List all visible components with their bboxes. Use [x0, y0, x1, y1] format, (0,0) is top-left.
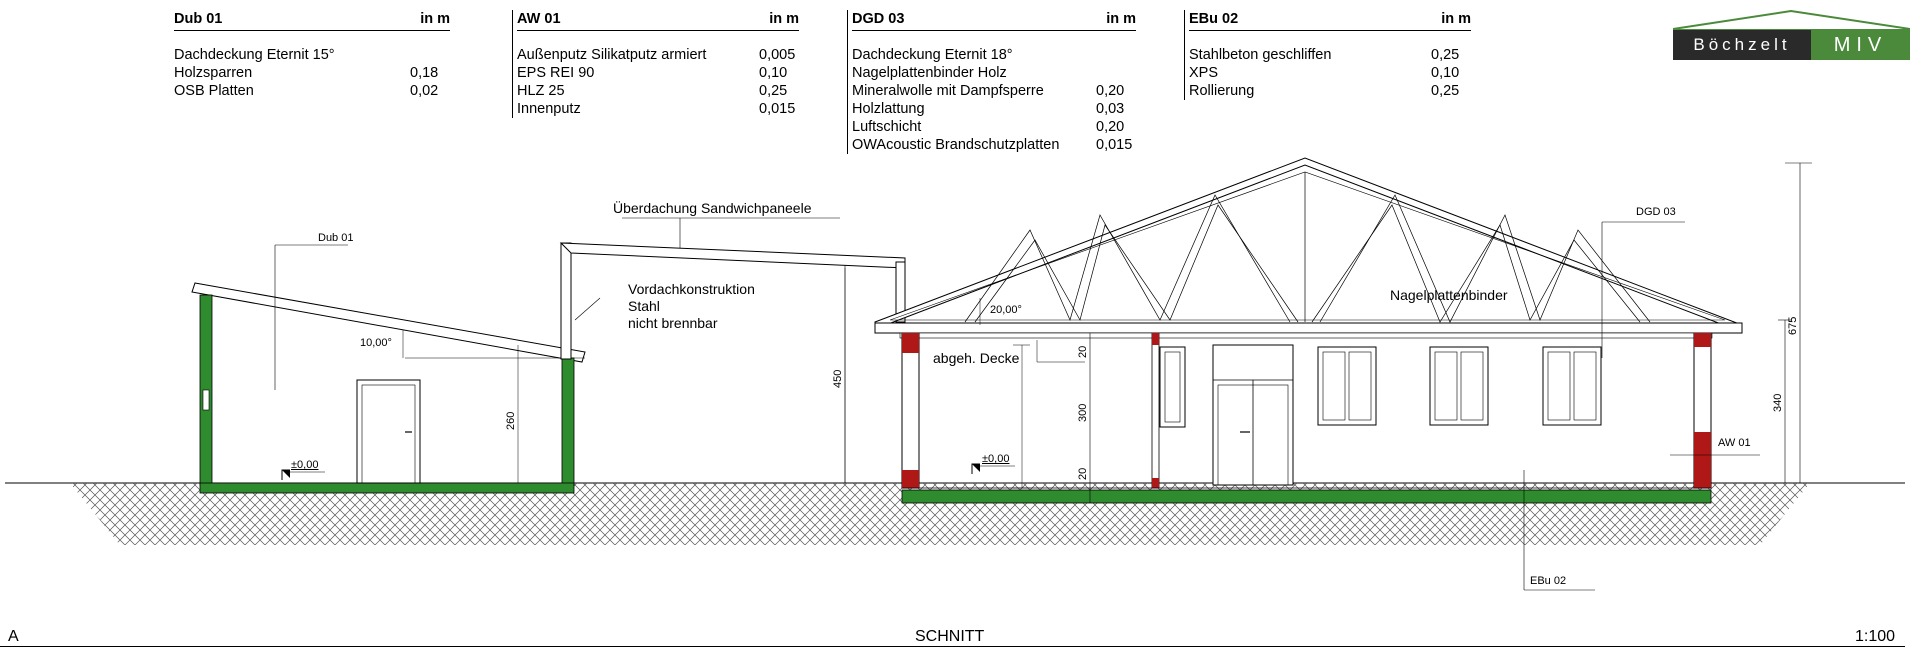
table-unit: in m [1106, 11, 1136, 27]
dim-300: 300 [1077, 403, 1089, 422]
table-row: Stahlbeton geschliffen 0,25 [1189, 47, 1460, 63]
steel-label-3: nicht brennbar [628, 315, 718, 331]
window-3 [1430, 347, 1488, 425]
ebu-tag: EBu 02 [1530, 575, 1567, 587]
layer-table-ebu02 [1184, 10, 1471, 100]
table-id: Dub 01 [174, 11, 223, 27]
shed-roof [192, 283, 585, 362]
shed-floor [200, 483, 574, 493]
column-left [902, 333, 919, 488]
table-row: Rollierung 0,25 [1189, 83, 1460, 99]
level-right: ±0,00 [982, 453, 1010, 465]
window-2 [1318, 347, 1376, 425]
table-id: DGD 03 [852, 11, 905, 27]
dim-260: 260 [505, 411, 517, 430]
main-ceiling [875, 323, 1742, 333]
angle-left: 10,00° [360, 337, 392, 349]
logo-suffix: MIV [1811, 30, 1910, 60]
footer-divider [0, 646, 1905, 647]
canopy-label: Überdachung Sandwichpaneele [613, 200, 812, 216]
table-row: Holzsparren 0,18 [174, 65, 439, 81]
dim-675: 675 [1787, 316, 1799, 335]
table-row: OSB Platten 0,02 [174, 83, 439, 99]
table-id: EBu 02 [1189, 11, 1239, 27]
steel-label-2: Stahl [628, 298, 660, 314]
layer-table-dub01 [174, 10, 450, 100]
table-row: Dachdeckung Eternit 18° [852, 47, 1013, 63]
table-row: HLZ 25 0,25 [517, 83, 788, 99]
logo-roof-icon [1673, 8, 1910, 30]
ceiling-label: abgeh. Decke [933, 350, 1020, 366]
table-row: Luftschicht 0,20 [852, 119, 1125, 135]
column-mid [1152, 333, 1159, 488]
level-left: ±0,00 [291, 459, 319, 471]
shed-building [192, 245, 585, 493]
table-row: XPS 0,10 [1189, 65, 1460, 81]
shed-vent [203, 390, 209, 410]
drawing-scale: 1:100 [1855, 628, 1896, 645]
table-row: Außenputz Silikatputz armiert 0,005 [517, 47, 796, 63]
layer-table-dgd03 [847, 10, 1136, 154]
dim-20b: 20 [1077, 467, 1089, 480]
dim-20a: 20 [1077, 345, 1089, 358]
table-row: Holzlattung 0,03 [852, 101, 1125, 117]
aw-tag: AW 01 [1718, 437, 1751, 449]
dgd-tag: DGD 03 [1636, 206, 1676, 218]
table-unit: in m [420, 11, 450, 27]
table-unit: in m [769, 11, 799, 27]
main-floor [902, 490, 1711, 503]
angle-right: 20,00° [990, 304, 1022, 316]
truss-webs [965, 172, 1650, 322]
table-id: AW 01 [517, 11, 561, 27]
table-row: Innenputz 0,015 [517, 101, 796, 117]
logo-name: Böchzelt [1673, 30, 1811, 60]
layer-table-aw01 [512, 10, 799, 118]
window-1 [1160, 347, 1185, 427]
table-row: Dachdeckung Eternit 15° [174, 47, 335, 63]
drawing-title: SCHNITT [915, 628, 985, 645]
window-4 [1543, 347, 1601, 425]
dub-tag: Dub 01 [318, 232, 354, 244]
company-logo [1673, 8, 1910, 60]
shed-wall-right [562, 358, 574, 485]
section-letter: A [8, 628, 19, 645]
dim-340: 340 [1772, 393, 1784, 412]
dim-450: 450 [832, 369, 844, 388]
canopy-structure [561, 218, 905, 483]
steel-label-1: Vordachkonstruktion [628, 281, 755, 297]
table-row: EPS REI 90 0,10 [517, 65, 788, 81]
table-unit: in m [1441, 11, 1471, 27]
table-row: Mineralwolle mit Dampfsperre 0,20 [852, 83, 1125, 99]
truss-label: Nagelplattenbinder [1390, 287, 1508, 303]
table-row: Nagelplattenbinder Holz [852, 65, 1007, 81]
table-row: OWAcoustic Brandschutzplatten 0,015 [852, 137, 1133, 153]
main-ceiling-b [900, 333, 1712, 338]
